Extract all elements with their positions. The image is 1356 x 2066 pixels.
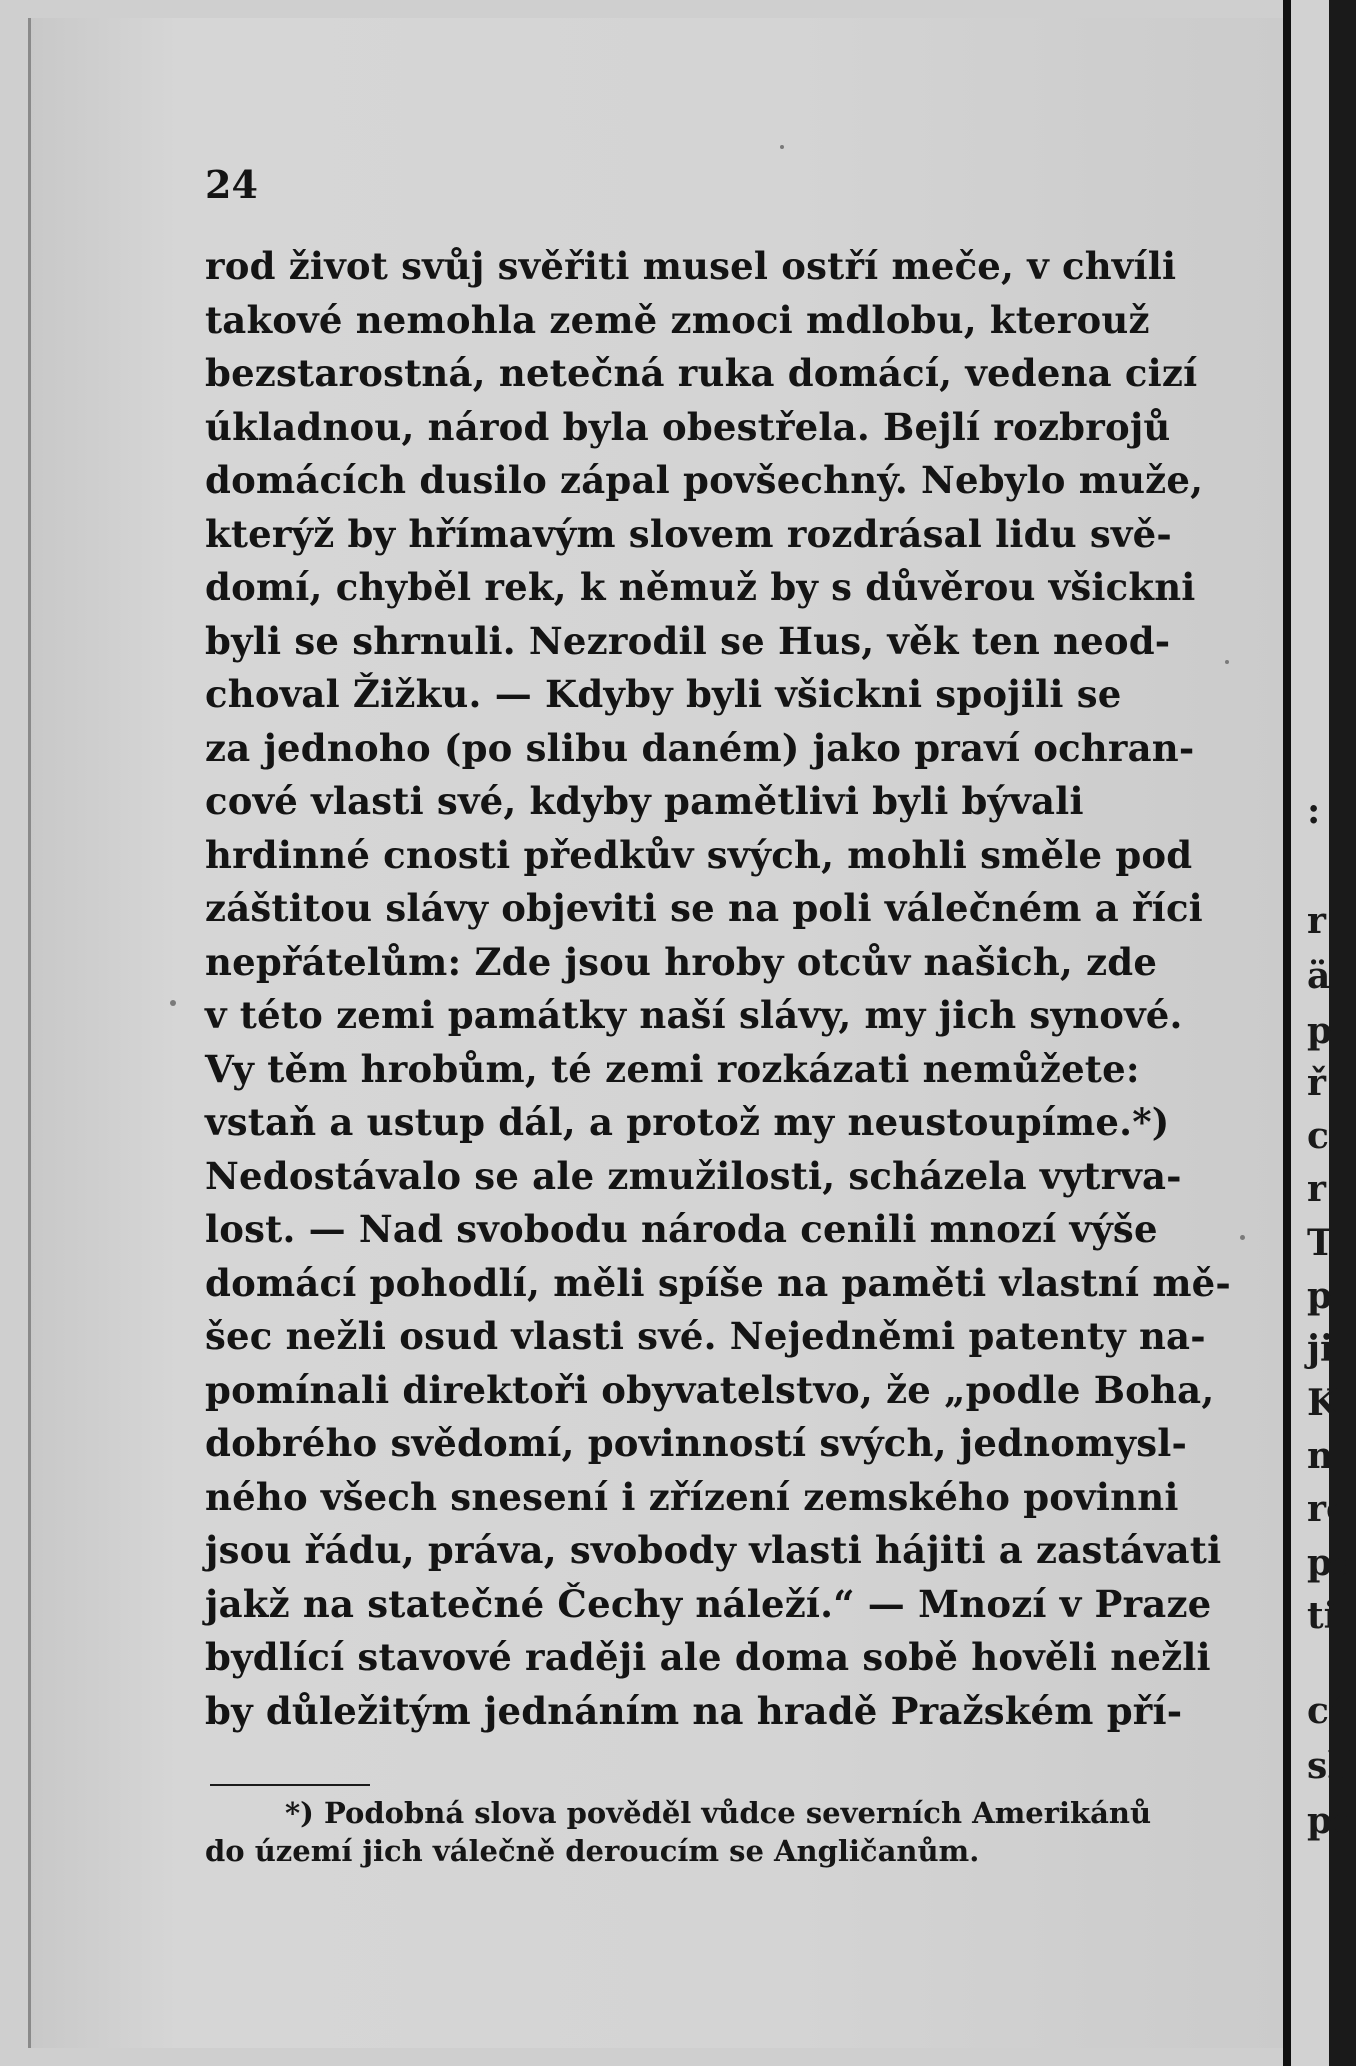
adjacent-fragment: K — [1307, 1382, 1339, 1424]
adjacent-fragment: ä — [1307, 955, 1331, 997]
text-line: šec nežli osud vlasti své. Nejedněmi patenty na- — [205, 1314, 1206, 1358]
text-line: za jednoho (po slibu daném) jako praví ochran- — [205, 725, 1195, 770]
text-line: bydlící stavové raději ale doma sobě hověli nežli — [205, 1635, 1211, 1679]
adjacent-fragment: T — [1307, 1222, 1334, 1264]
adjacent-page — [1291, 0, 1356, 2066]
footnote-line: *) Podobná slova pověděl vůdce severních Amerikánů — [285, 1796, 1152, 1830]
text-line: by důležitým jednáním na hradě Pražském pří- — [205, 1688, 1183, 1733]
page-edge — [28, 18, 31, 2048]
text-line: domácích dusilo zápal povšechný. Nebylo muže, — [205, 458, 1204, 502]
text-line: jakž na statečné Čechy náleží.“ — Mnozí v Praze — [205, 1581, 1212, 1626]
text-line: domácí pohodlí, měli spíše na paměti vlastní mě- — [205, 1260, 1231, 1305]
adjacent-fragment: sli — [1307, 1745, 1355, 1787]
adjacent-fragment: p — [1307, 1010, 1333, 1052]
paper-speck — [1240, 1235, 1245, 1240]
text-line: pomínali direktoři obyvatelstvo, že „podle Boha, — [205, 1367, 1215, 1412]
footnote-line: do území jich válečně deroucím se Angličanům. — [205, 1834, 980, 1868]
text-line: kterýž by hřímavým slovem rozdrásal lidu svě- — [205, 511, 1172, 556]
adjacent-fragment: : — [1307, 790, 1321, 832]
text-line: vstaň a ustup dál, a protož my neustoupíme.*) — [205, 1100, 1170, 1144]
text-line: dobrého svědomí, povinností svých, jednomysl- — [205, 1421, 1188, 1465]
adjacent-fragment: pa — [1307, 1542, 1356, 1584]
paper-speck — [780, 145, 784, 149]
text-line: bezstarostná, netečná ruka domácí, vedena cizí — [205, 351, 1198, 395]
footnote-rule — [210, 1784, 370, 1786]
adjacent-fragment: ř — [1307, 1062, 1326, 1104]
adjacent-fragment: r — [1307, 900, 1326, 942]
text-line: choval Žižku. — Kdyby byli všickni spojili se — [205, 672, 1122, 716]
text-line: Vy těm hrobům, té zemi rozkázati nemůžete: — [205, 1046, 1140, 1091]
text-line: Nedostávalo se ale zmužilosti, scházela vytrva- — [205, 1153, 1182, 1198]
text-line: lost. — Nad svobodu národa cenili mnozí výše — [205, 1207, 1158, 1251]
adjacent-fragment: ji — [1307, 1328, 1334, 1370]
paper-speck — [1225, 660, 1229, 664]
body-text — [205, 240, 1231, 1738]
adjacent-fragment: rc — [1307, 1488, 1348, 1530]
text-line: jsou řádu, práva, svobody vlasti hájiti a zastávati — [205, 1528, 1222, 1572]
page-number: 24 — [205, 162, 258, 207]
page-gutter — [1283, 0, 1291, 2066]
adjacent-fragment: p — [1307, 1275, 1333, 1317]
adjacent-fragment: r — [1307, 1168, 1326, 1210]
text-line: takové nemohla země zmoci mdlobu, kterouž — [205, 297, 1150, 342]
paper-speck — [170, 1000, 176, 1006]
text-line: domí, chyběl rek, k němuž by s důvěrou všickni — [205, 565, 1196, 609]
text-line: záštitou slávy objeviti se na poli válečném a říci — [205, 886, 1203, 930]
adjacent-fragment: c — [1307, 1115, 1329, 1157]
text-line: byli se shrnuli. Nezrodil se Hus, věk ten neod- — [205, 618, 1171, 663]
text-line: rod život svůj svěřiti musel ostří meče, v chvíli — [205, 244, 1177, 288]
footnote — [205, 1794, 1185, 1870]
adjacent-fragment: po — [1307, 1800, 1356, 1842]
text-line: hrdinné cnosti předkův svých, mohli směle pod — [205, 832, 1193, 877]
text-line: cové vlasti své, kdyby pamětlivi byli bývali — [205, 779, 1084, 823]
text-line: nepřátelům: Zde jsou hroby otcův našich, zde — [205, 939, 1158, 984]
text-line: úkladnou, národ byla obestřela. Bejlí rozbrojů — [205, 404, 1171, 449]
text-line: v této zemi památky naší slávy, my jich synové. — [205, 993, 1183, 1037]
adjacent-fragment: cí — [1307, 1690, 1343, 1732]
adjacent-fragment: n — [1307, 1435, 1334, 1477]
adjacent-fragment: ti — [1307, 1595, 1338, 1637]
text-line: ného všech snesení i zřízení zemského povinni — [205, 1474, 1179, 1519]
